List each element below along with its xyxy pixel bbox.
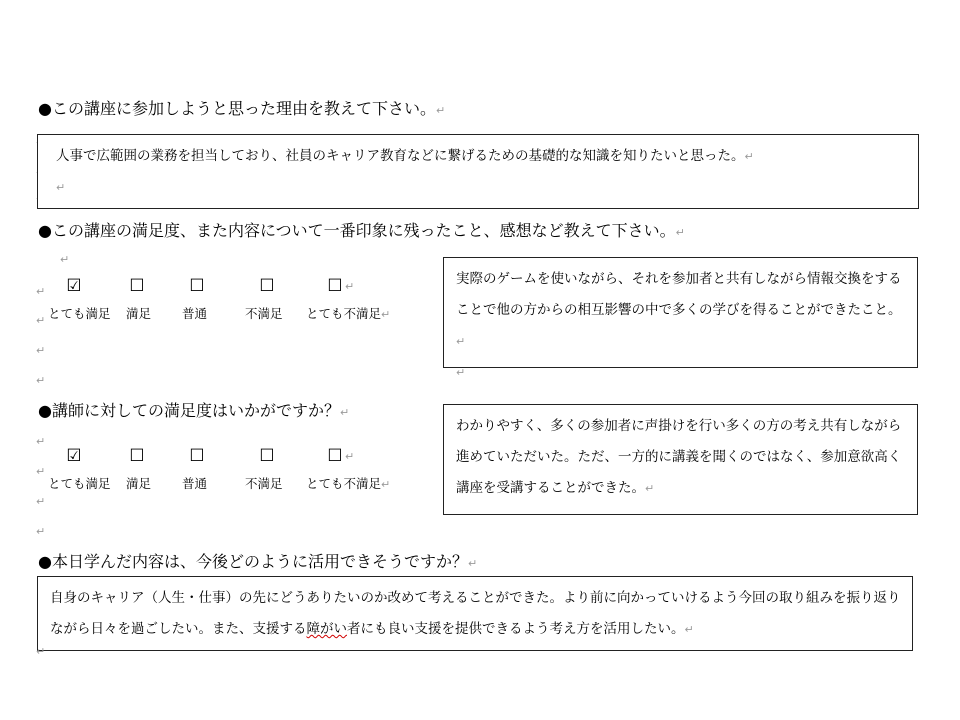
checkbox-dissatisfied[interactable]: ☐: [259, 276, 275, 296]
answer-text-application: 自身のキャリア（人生・仕事）の先にどうありたいのか改めて考えることができた。より前に向かっていけるよう今回の取り組みを振り返りながら日々を過ごしたい。また、支援する障がい者にも良い支援を提供できるよう考え方を活用したい。↵: [50, 590, 901, 637]
option-label-neutral: 普通: [182, 306, 208, 321]
comment-text-satisfaction: 実際のゲームを使いながら、それを参加者と共有しながら情報交換をすることで他の方からの相互影響の中で多くの学びを得ることができたこと。↵ ↵: [456, 271, 902, 379]
return-mark-icon: ↵: [36, 645, 46, 658]
question-heading-text: ●この講座に参加しようと思った理由を教えて下さい。: [38, 99, 436, 118]
return-mark-icon: ↵: [60, 253, 70, 266]
return-mark-icon: ↵: [36, 495, 46, 508]
checkbox-dissatisfied[interactable]: ☐: [259, 446, 275, 466]
return-mark-icon: ↵: [36, 525, 46, 538]
option-label-dissatisfied: 不満足: [245, 306, 283, 321]
question-heading-instructor: [38, 401, 349, 421]
return-mark-icon: ↵: [56, 181, 66, 194]
checkbox-neutral[interactable]: ☐: [189, 446, 205, 466]
return-mark-icon: ↵: [36, 285, 46, 298]
question-heading-reason: [38, 99, 445, 119]
checkbox-very-dissatisfied[interactable]: ☐: [327, 276, 343, 296]
question-heading-application: [38, 552, 477, 572]
return-mark-icon: ↵: [345, 450, 355, 463]
checkbox-satisfied[interactable]: ☐: [129, 276, 145, 296]
comment-box-satisfaction: [443, 257, 918, 379]
question-heading-text: ●この講座の満足度、また内容について一番印象に残ったこと、感想など教えて下さい。: [38, 221, 676, 240]
return-mark-icon: ↵: [456, 335, 466, 348]
return-mark-icon: ↵: [684, 623, 694, 636]
return-mark-icon: ↵: [36, 314, 46, 327]
comment-box-instructor: [443, 404, 918, 515]
option-label-neutral: 普通: [182, 476, 208, 491]
return-mark-icon: ↵: [645, 482, 655, 495]
return-mark-icon: ↵: [381, 478, 391, 491]
return-mark-icon: ↵: [36, 435, 46, 448]
return-mark-icon: ↵: [467, 557, 478, 570]
spelling-flagged-word[interactable]: 障がい: [306, 621, 347, 637]
option-label-very-dissatisfied: とても不満足↵: [306, 306, 391, 321]
option-label-very-satisfied: とても満足: [48, 476, 111, 491]
checkbox-very-dissatisfied[interactable]: ☐: [327, 446, 343, 466]
question-heading-satisfaction: [38, 221, 685, 241]
checkbox-neutral[interactable]: ☐: [189, 276, 205, 296]
question-heading-text: ●講師に対しての満足度はいかがですか？: [38, 401, 340, 420]
return-mark-icon: ↵: [339, 406, 350, 419]
return-mark-icon: ↵: [36, 374, 46, 387]
return-mark-icon: ↵: [456, 366, 466, 379]
return-mark-icon: ↵: [36, 465, 46, 478]
checkbox-satisfied[interactable]: ☐: [129, 446, 145, 466]
option-label-dissatisfied: 不満足: [245, 476, 283, 491]
comment-text-instructor: わかりやすく、多くの参加者に声掛けを行い多くの方の考え共有しながら進めていただいた。ただ、一方的に講義を聞くのではなく、参加意欲高く講座を受講することができた。↵: [456, 418, 902, 496]
option-label-satisfied: 満足: [126, 476, 152, 491]
return-mark-icon: ↵: [345, 280, 355, 293]
option-label-satisfied: 満足: [126, 306, 152, 321]
answer-box-application: [37, 576, 913, 651]
return-mark-icon: ↵: [675, 226, 685, 239]
option-label-very-dissatisfied: とても不満足↵: [306, 476, 391, 491]
return-mark-icon: ↵: [744, 150, 754, 163]
return-mark-icon: ↵: [381, 308, 391, 321]
return-mark-icon: ↵: [36, 344, 46, 357]
checkbox-very-satisfied[interactable]: ☑: [66, 276, 82, 296]
return-mark-icon: ↵: [435, 104, 446, 117]
answer-text-reason: 人事で広範囲の業務を担当しており、社員のキャリア教育などに繋げるための基礎的な知識を知りたいと思った。↵ ↵: [56, 148, 754, 194]
option-label-very-satisfied: とても満足: [48, 306, 111, 321]
checkbox-very-satisfied[interactable]: ☑: [66, 446, 82, 466]
answer-box-reason: [37, 134, 919, 209]
question-heading-text: ●本日学んだ内容は、今後どのように活用できそうですか？: [38, 552, 468, 571]
